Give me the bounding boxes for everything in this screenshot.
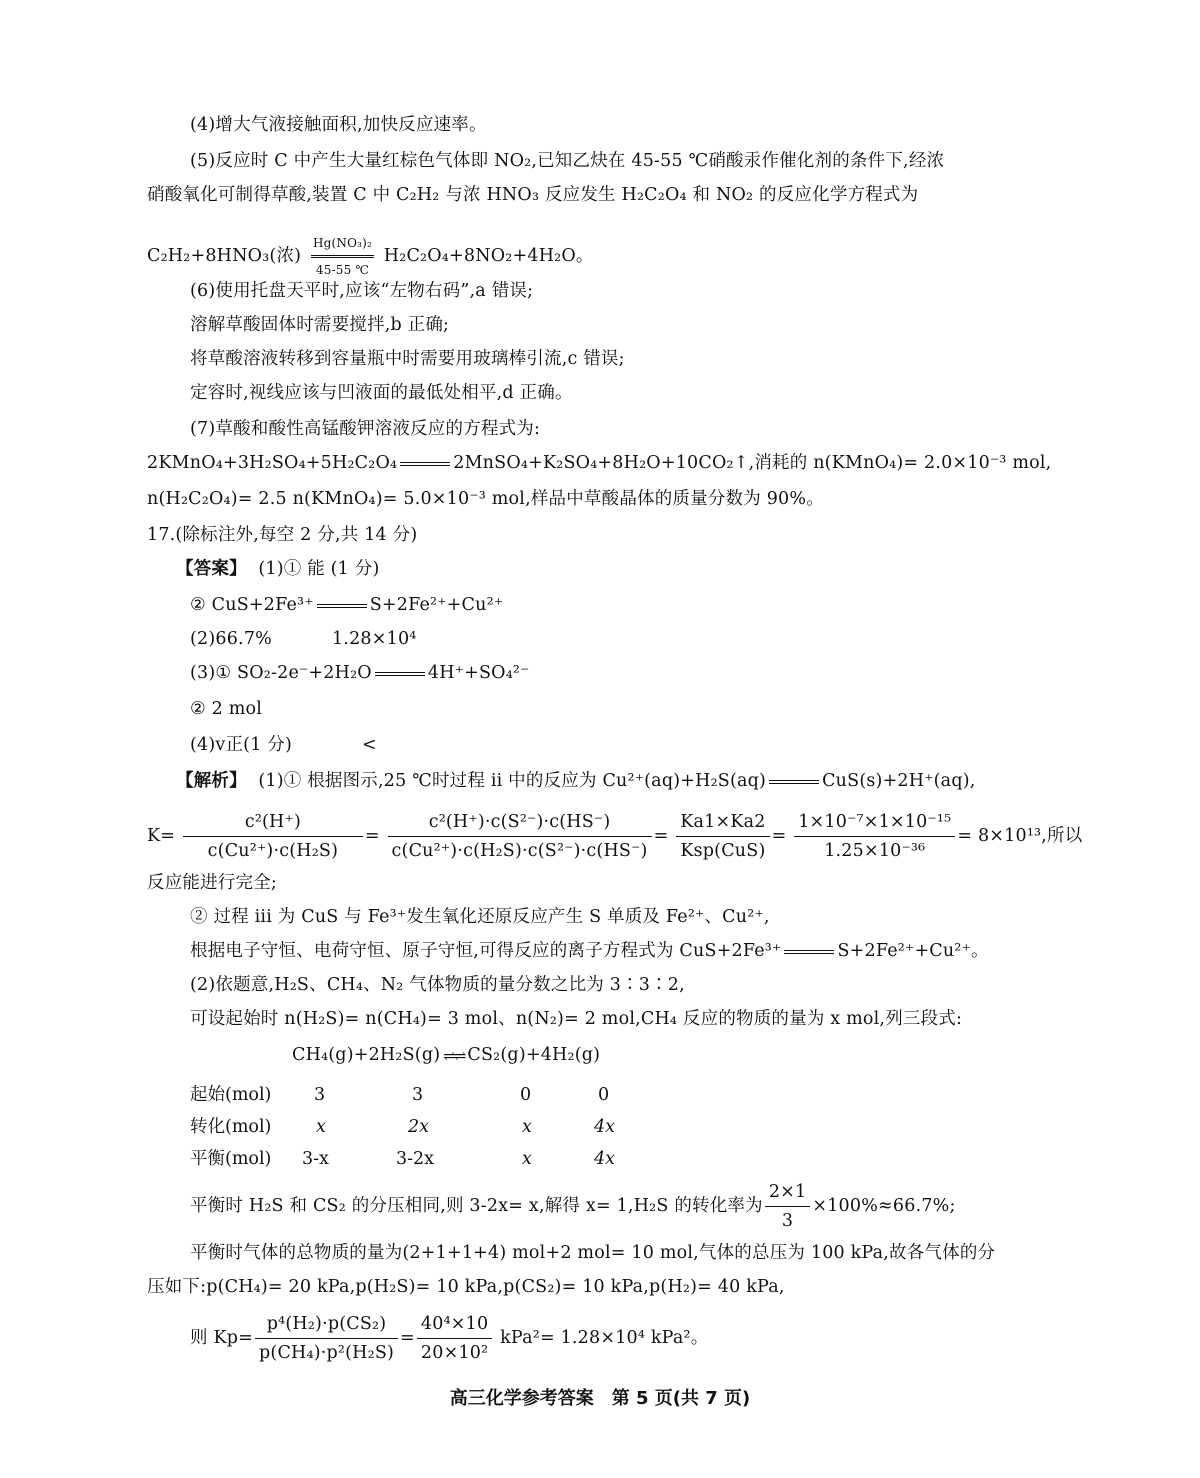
analysis-line: 可设起始时 n(H₂S)= n(CH₄)= 3 mol、n(N₂)= 2 mol,CH₄ 反应的物质的量为 x mol,列三段式: [190, 1009, 963, 1029]
answer-text: 1.28×10⁴ [331, 629, 417, 649]
eq-left: CH₄(g)+2H₂S(g) [292, 1045, 441, 1065]
denominator: 1.25×10⁻³⁶ [824, 841, 926, 861]
text-segment: ×100%≈66.7%; [812, 1196, 956, 1216]
eq-right: CuS(s)+2H⁺(aq), [822, 771, 976, 791]
fraction-2 [388, 810, 652, 863]
denominator: Ksp(CuS) [680, 841, 766, 861]
eq-left: 根据电子守恒、电荷守恒、原子守恒,可得反应的离子方程式为 CuS+2Fe³⁺ [190, 941, 782, 961]
denominator: c(Cu²⁺)·c(H₂S) [207, 841, 339, 861]
fraction-1 [183, 810, 363, 863]
kp-fraction [255, 1312, 398, 1365]
analysis-line: 平衡时气体的总物质的量为(2+1+1+4) mol+2 mol= 10 mol,气体的总压为 100 kPa,故各气体的分 [190, 1243, 996, 1263]
text-line: 定容时,视线应该与凹液面的最低处相平,d 正确。 [190, 383, 573, 403]
question-header: 17.(除标注外,每空 2 分,共 14 分) [147, 525, 418, 545]
denominator: 20×10² [420, 1343, 489, 1363]
kp-expression: 则 Kp= $\frac{\text{p⁴(H₂)·p(CS₂)}}{\text{p(CH₄)·p²(H₂S)}}$ = $\frac{\text{40⁴×10}}{\text{20×10²}}$ kPa²= 1.28×10⁴ kPa²。 [190, 1314, 709, 1363]
answer-label: 【答案】 [176, 559, 247, 579]
eq-right: S+2Fe²⁺+Cu²⁺ [369, 595, 504, 615]
equals-sign [784, 950, 834, 954]
denominator: 3 [781, 1211, 794, 1231]
numerator: 40⁴×10 [417, 1312, 492, 1339]
eq-right: H₂C₂O₄+8NO₂+4H₂O。 [383, 246, 594, 266]
analysis-line: 压如下:p(CH₄)= 20 kPa,p(H₂S)= 10 kPa,p(CS₂)= 10 kPa,p(H₂)= 40 kPa, [147, 1277, 785, 1297]
numerator: c²(H⁺) [183, 810, 363, 837]
analysis-label: 【解析】 [176, 771, 247, 791]
denominator: c(Cu²⁺)·c(H₂S)·c(S²⁻)·c(HS⁻) [391, 841, 648, 861]
table-cell: 0 [520, 1085, 532, 1105]
eq-left: (3)① SO₂-2e⁻+2H₂O [190, 663, 372, 683]
denominator: p(CH₄)·p²(H₂S) [259, 1343, 395, 1363]
numerator: p⁴(H₂)·p(CS₂) [255, 1312, 398, 1339]
kp-lhs: 则 Kp= [190, 1328, 254, 1348]
row-label: 平衡(mol) [190, 1149, 272, 1169]
eq-right: S+2Fe²⁺+Cu²⁺。 [837, 941, 989, 961]
answer-line: ② 2 mol [190, 699, 263, 719]
table-cell: 0 [598, 1085, 610, 1105]
eq-left: ② CuS+2Fe³⁺ [190, 595, 314, 615]
text-line: (5)反应时 C 中产生大量红棕色气体即 NO₂,已知乙炔在 45-55 ℃硝酸汞作催化剂的条件下,经浓 [190, 151, 945, 171]
text-line: 将草酸溶液转移到容量瓶中时需要用玻璃棒引流,c 错误; [190, 349, 625, 369]
eq-right: 2MnSO₄+K₂SO₄+8H₂O+10CO₂↑,消耗的 n(KMnO₄)= 2.0×10⁻³ mol, [453, 453, 1052, 473]
eq-left: C₂H₂+8HNO₃(浓) [147, 246, 302, 266]
conversion-fraction [765, 1180, 811, 1233]
answer-line [176, 558, 380, 580]
text-line: (7)草酸和酸性高锰酸钾溶液反应的方程式为: [190, 419, 541, 439]
numerator: 1×10⁻⁷×1×10⁻¹⁵ [794, 810, 955, 837]
table-cell: 4x [594, 1117, 616, 1137]
kp-value-fraction [417, 1312, 492, 1365]
equation-line [147, 232, 594, 281]
table-cell: 4x [594, 1149, 616, 1169]
fraction-4 [794, 810, 955, 863]
eq-left: 2KMnO₄+3H₂SO₄+5H₂C₂O₄ [147, 453, 398, 473]
answer-line [190, 662, 530, 684]
table-cell: 3-2x [396, 1149, 435, 1169]
text-segment: 平衡时 H₂S 和 CS₂ 的分压相同,则 3-2x= x,解得 x= 1,H₂S 的转化率为 [190, 1196, 763, 1216]
analysis-line: (2)依题意,H₂S、CH₄、N₂ 气体物质的量分数之比为 3∶3∶2, [190, 975, 685, 995]
eq-right: 4H⁺+SO₄²⁻ [427, 663, 530, 683]
equals-sign [769, 780, 819, 784]
eq-left: (1)① 根据图示,25 ℃时过程 ii 中的反应为 Cu²⁺(aq)+H₂S(aq) [258, 771, 767, 791]
text-line: 硝酸氧化可制得草酸,装置 C 中 C₂H₂ 与浓 HNO₃ 反应发生 H₂C₂O₄ 和 NO₂ 的反应化学方程式为 [147, 185, 919, 205]
fraction-3 [676, 810, 769, 863]
answer-line [190, 628, 417, 650]
numerator: c²(H⁺)·c(S²⁻)·c(HS⁻) [388, 810, 652, 837]
equals-sign [317, 604, 367, 608]
analysis-line [176, 770, 976, 792]
analysis-line: ② 过程 iii 为 CuS 与 Fe³⁺发生氧化还原反应产生 S 单质及 Fe²⁺、Cu²⁺, [190, 907, 770, 927]
analysis-line: 反应能进行完全; [147, 873, 277, 893]
table-cell: 2x [408, 1117, 430, 1137]
answer-line [190, 734, 377, 756]
table-cell: x [522, 1117, 532, 1137]
eq-right: CS₂(g)+4H₂(g) [467, 1045, 601, 1065]
text-line: (6)使用托盘天平时,应该“左物右码”,a 错误; [190, 281, 534, 301]
answer-text: (2)66.7% [190, 629, 272, 649]
k-expression: K= $\frac{\text{c²(H⁺)}}{\text{c(Cu²⁺)·c(H₂S)}}$ = $\frac{\text{c²(H⁺)·c(S²⁻)·c(HS⁻)}}{\text{c(Cu²⁺)·c(H₂S)·c(S²⁻)·c(HS⁻)}}$ = $\frac{Ka1\times Ka2}{\text{Ksp(CuS)}}$ = $\frac{\text{1×10⁻⁷×1×10⁻¹⁵}}{\text{1.25×10⁻³⁶}}$ = 8×10¹³,所以 [147, 812, 1083, 861]
analysis-line [190, 1180, 956, 1233]
table-cell: 3 [314, 1085, 326, 1105]
condition-temp: 45-55 ℃ [315, 263, 370, 277]
answer-text: < [362, 735, 377, 755]
equation-line [147, 452, 1051, 474]
numerator: 2×1 [765, 1180, 811, 1207]
answer-text: (1)① 能 (1 分) [258, 559, 380, 579]
k-result: = 8×10¹³,所以 [957, 826, 1083, 846]
reaction-condition [311, 232, 374, 281]
text-line: 溶解草酸固体时需要搅拌,b 正确; [190, 315, 450, 335]
table-cell: 3-x [302, 1149, 329, 1169]
condition-catalyst: Hg(NO₃)₂ [311, 232, 374, 258]
kp-result: kPa²= 1.28×10⁴ kPa²。 [500, 1328, 709, 1348]
text-line: (4)增大气液接触面积,加快反应速率。 [190, 115, 487, 135]
equals-sign [375, 672, 425, 676]
answer-text: (4)v正(1 分) [190, 735, 293, 755]
equals-sign [400, 462, 450, 466]
page-footer: 高三化学参考答案 第 5 页(共 7 页) [449, 1388, 751, 1409]
numerator: Ka1×Ka2 [676, 810, 769, 837]
table-cell: x [316, 1117, 326, 1137]
text-line: n(H₂C₂O₄)= 2.5 n(KMnO₄)= 5.0×10⁻³ mol,样品中草酸晶体的质量分数为 90%。 [147, 489, 824, 509]
answer-line [190, 594, 503, 616]
analysis-line [190, 940, 989, 962]
reversible-arrow: ⇌⇌ [443, 1046, 465, 1065]
equilibrium-reaction [292, 1044, 600, 1067]
k-lhs: K= [147, 826, 176, 846]
row-label: 起始(mol) [190, 1085, 272, 1105]
table-cell: x [522, 1149, 532, 1169]
row-label: 转化(mol) [190, 1117, 272, 1137]
table-cell: 3 [412, 1085, 424, 1105]
